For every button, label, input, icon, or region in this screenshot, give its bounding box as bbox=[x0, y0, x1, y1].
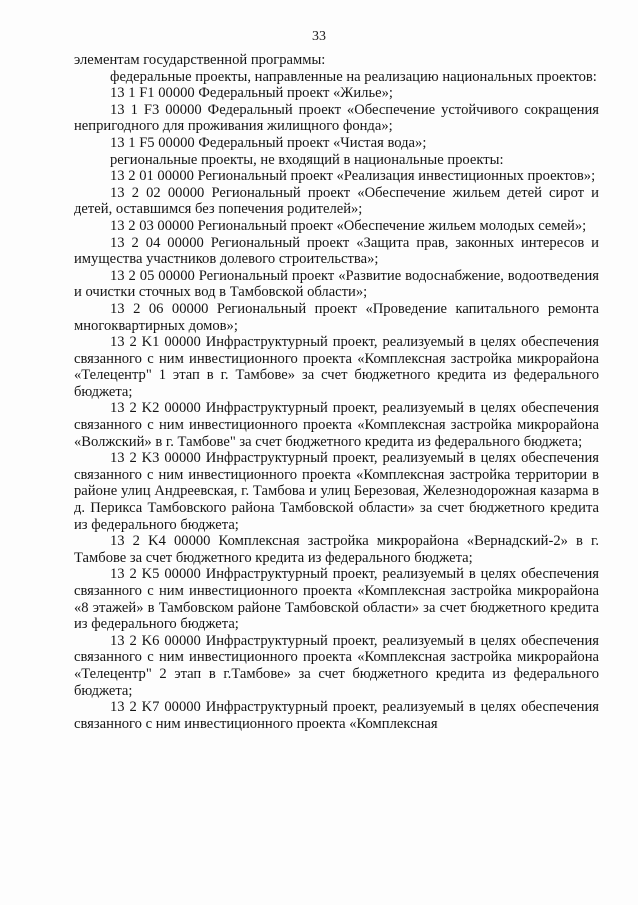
paragraph: 13 2 K5 00000 Инфраструктурный проект, реализуемый в целях обеспечения связанного с ним инвестиционного проекта «Комплексная застройка микрорайона «8 этажей» в Тамбовском районе Тамбовской области» за счет бюджетного кредита из федерального бюджета; bbox=[74, 566, 599, 633]
page-number: 33 bbox=[312, 29, 326, 44]
paragraph: 13 2 K3 00000 Инфраструктурный проект, реализуемый в целях обеспечения связанного с ним инвестиционного проекта «Комплексная застройка территории в районе улиц Андреевская, г. Тамбова и улиц Березовая, Железнодорожная казарма в д. Перикса Тамбовского района Тамбовской области» за счет бюджетного кредита из федерального бюджета; bbox=[74, 450, 599, 533]
paragraph: региональные проекты, не входящий в национальные проекты: bbox=[110, 151, 504, 168]
paragraph: 13 1 F1 00000 Федеральный проект «Жилье»; bbox=[110, 85, 393, 102]
paragraph: 13 2 04 00000 Региональный проект «Защита прав, законных интересов и имущества участников долевого строительства»; bbox=[74, 234, 599, 268]
paragraph: 13 2 03 00000 Региональный проект «Обеспечение жильем молодых семей»; bbox=[110, 217, 587, 234]
paragraph: 13 2 01 00000 Региональный проект «Реализация инвестиционных проектов»; bbox=[110, 168, 596, 185]
document-body bbox=[74, 52, 599, 732]
paragraph: элементам государственной программы: bbox=[74, 52, 326, 68]
paragraph: 13 2 K2 00000 Инфраструктурный проект, реализуемый в целях обеспечения связанного с ним инвестиционного проекта «Комплексная застройка микрорайона «Волжский» в г. Тамбове" за счет бюджетного кредита из федерального бюджета; bbox=[74, 400, 599, 450]
paragraph: 13 2 K4 00000 Комплексная застройка микрорайона «Вернадский-2» в г. Тамбове за счет бюджетного кредита из федерального бюджета; bbox=[74, 533, 599, 566]
paragraph: 13 2 K6 00000 Инфраструктурный проект, реализуемый в целях обеспечения связанного с ним инвестиционного проекта «Комплексная застройка микрорайона «Телецентр" 2 этап в г.Тамбове» за счет бюджетного кредита из федерального бюджета; bbox=[74, 632, 599, 699]
paragraph: федеральные проекты, направленные на реализацию национальных проектов: bbox=[110, 68, 597, 85]
paragraph: 13 2 K1 00000 Инфраструктурный проект, реализуемый в целях обеспечения связанного с ним инвестиционного проекта «Комплексная застройка микрорайона «Телецентр" 1 этап в г. Тамбове» за счет бюджетного кредита из федерального бюджета; bbox=[74, 334, 599, 400]
paragraph: 13 2 06 00000 Региональный проект «Проведение капитального ремонта многоквартирных домов»; bbox=[74, 300, 599, 334]
paragraph: 13 2 K7 00000 Инфраструктурный проект, реализуемый в целях обеспечения связанного с ним инвестиционного проекта «Комплексная bbox=[74, 699, 599, 732]
paragraph: 13 1 F5 00000 Федеральный проект «Чистая вода»; bbox=[110, 134, 427, 151]
paragraph: 13 2 02 00000 Региональный проект «Обеспечение жильем детей сирот и детей, оставшимся без попечения родителей»; bbox=[74, 184, 599, 218]
paragraph: 13 2 05 00000 Региональный проект «Развитие водоснабжение, водоотведения и очистки сточных вод в Тамбовской области»; bbox=[74, 267, 599, 301]
paragraph: 13 1 F3 00000 Федеральный проект «Обеспечение устойчивого сокращения непригодного для проживания жилищного фонда»; bbox=[74, 101, 599, 135]
